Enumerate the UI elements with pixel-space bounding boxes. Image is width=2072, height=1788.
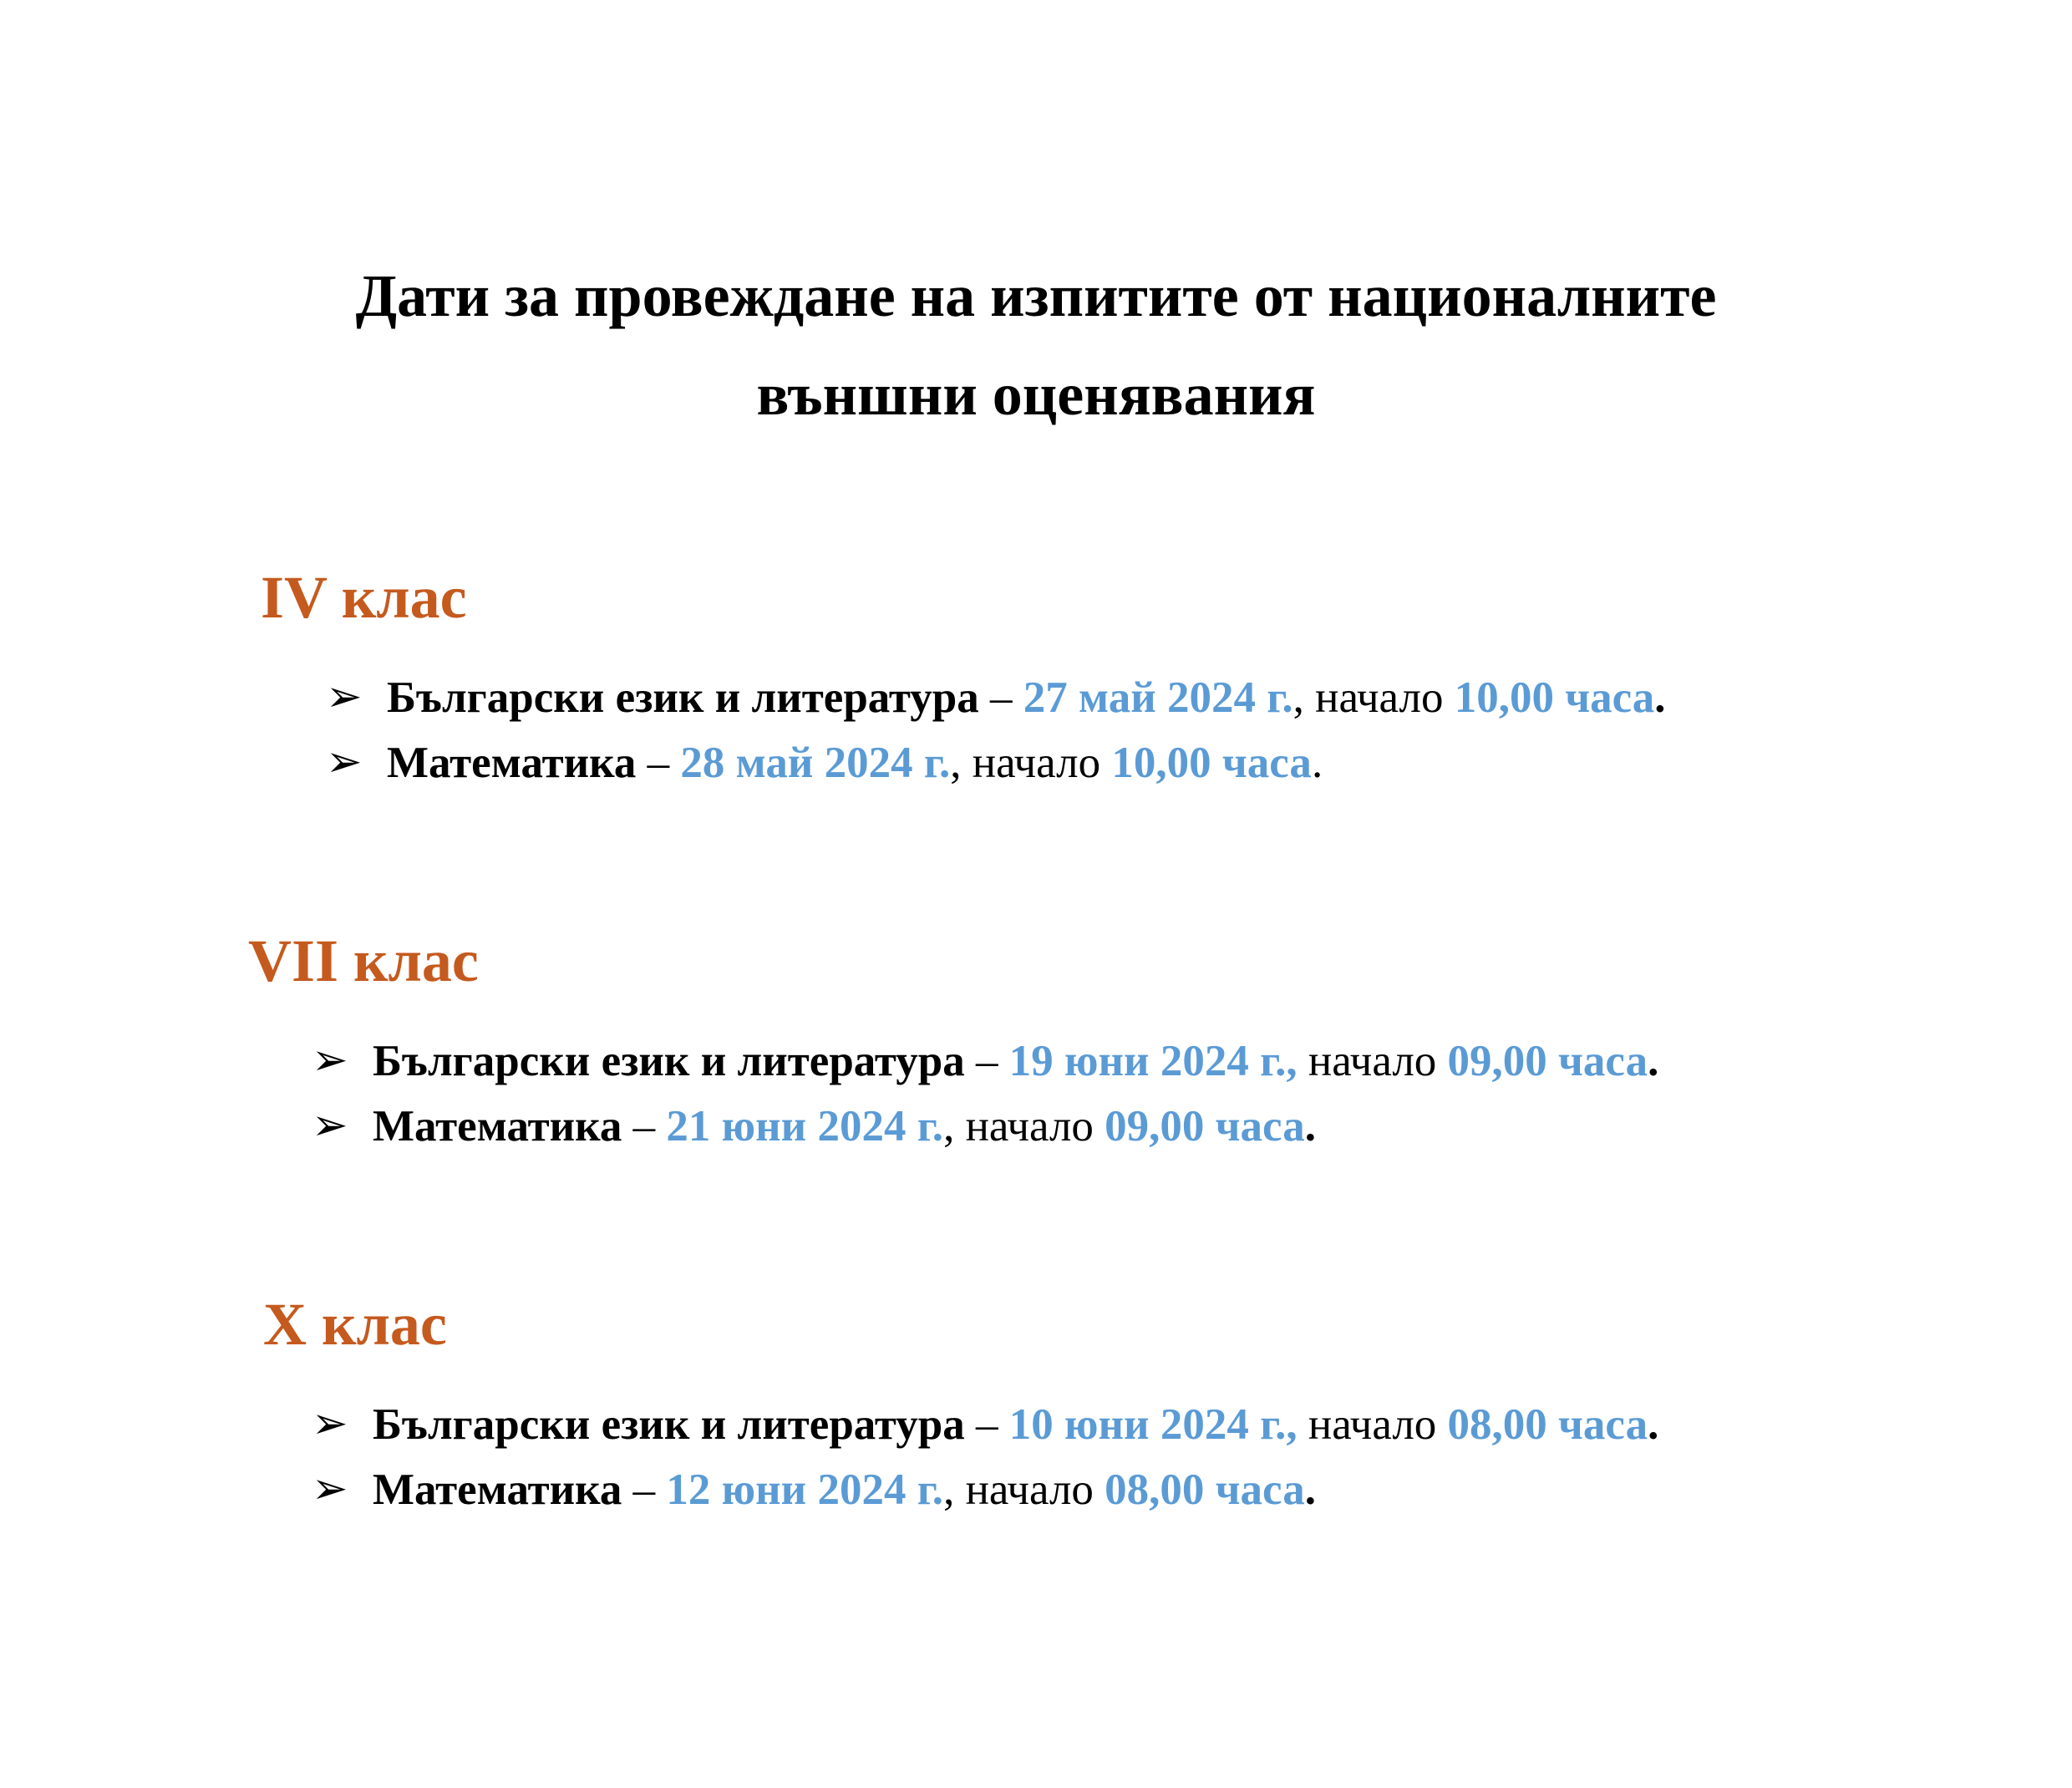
dash: –	[964, 1400, 1009, 1449]
exam-date: 21 юни 2024 г.	[666, 1102, 944, 1151]
subject: Математика	[373, 1102, 622, 1151]
title-line-2: външни оценявания	[756, 361, 1316, 428]
arrowhead-bullet-icon: ➢	[326, 739, 363, 786]
dash: –	[978, 673, 1023, 722]
exam-date: 19 юни 2024 г.,	[1008, 1037, 1298, 1085]
title-line-1: Дати за провеждане на изпитите от националните	[355, 262, 1717, 329]
arrowhead-bullet-icon: ➢	[312, 1400, 348, 1448]
dash: –	[622, 1102, 667, 1151]
exam-time: 09,00 часа	[1447, 1037, 1648, 1085]
dash: –	[622, 1465, 667, 1514]
start-label: начало	[1297, 1400, 1448, 1449]
exam-date: 27 май 2024 г.	[1023, 673, 1293, 722]
exam-date: 28 май 2024 г.	[680, 739, 951, 787]
arrowhead-bullet-icon: ➢	[312, 1465, 348, 1513]
grade-heading-x: X клас	[263, 1291, 447, 1358]
start-label: , начало	[1292, 673, 1455, 722]
arrowhead-bullet-icon: ➢	[312, 1102, 348, 1150]
subject: Български език и литература	[387, 673, 979, 722]
period: .	[1304, 1465, 1316, 1514]
exam-date: 10 юни 2024 г.,	[1008, 1400, 1298, 1449]
start-label: , начало	[943, 1465, 1105, 1514]
page-title	[0, 246, 2072, 444]
dash: –	[964, 1037, 1009, 1085]
period: .	[1648, 1037, 1659, 1085]
subject: Математика	[387, 739, 637, 787]
start-label: , начало	[950, 739, 1112, 787]
subject: Български език и литература	[373, 1400, 965, 1449]
start-label: , начало	[943, 1102, 1105, 1151]
exam-time: 08,00 часа	[1105, 1465, 1305, 1514]
exam-time: 09,00 часа	[1105, 1102, 1305, 1151]
subject: Математика	[373, 1465, 622, 1514]
period: .	[1648, 1400, 1659, 1449]
subject: Български език и литература	[373, 1037, 965, 1085]
period: .	[1304, 1102, 1316, 1151]
dash: –	[636, 739, 681, 787]
arrowhead-bullet-icon: ➢	[326, 673, 363, 721]
exam-time: 08,00 часа	[1447, 1400, 1648, 1449]
period: .	[1654, 673, 1666, 722]
exam-time: 10,00 часа	[1111, 739, 1312, 787]
period: .	[1311, 739, 1323, 787]
exam-date: 12 юни 2024 г.	[666, 1465, 944, 1514]
exam-time: 10,00 часа	[1454, 673, 1655, 722]
arrowhead-bullet-icon: ➢	[312, 1037, 348, 1084]
grade-heading-iv: IV клас	[261, 564, 467, 631]
start-label: начало	[1297, 1037, 1448, 1085]
grade-heading-vii: VII клас	[248, 927, 479, 994]
